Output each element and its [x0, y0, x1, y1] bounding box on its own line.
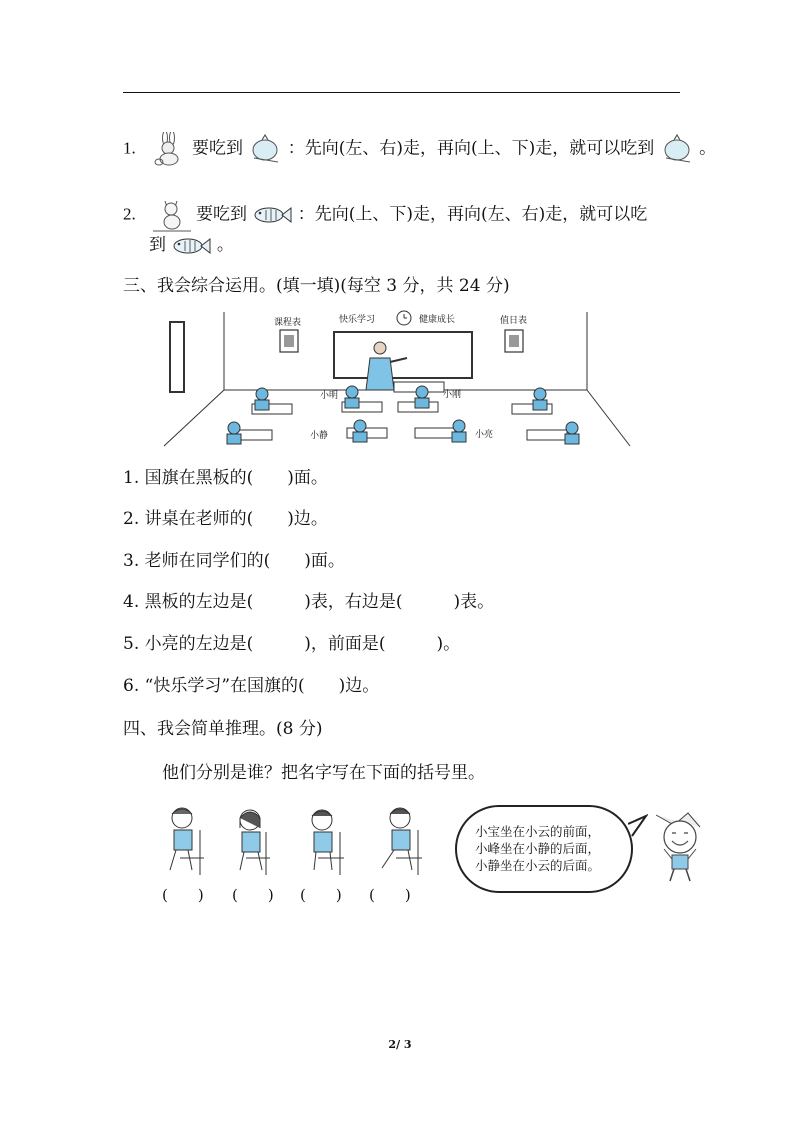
section-3-item: 4. 黑板的左边是( )表，右边是( )表。 [123, 592, 495, 612]
label-duty: 值日表 [500, 316, 528, 326]
fish-icon [252, 204, 292, 226]
section-3-item: 3. 老师在同学们的( )面。 [123, 551, 345, 571]
section-4-prompt: 他们分别是谁？把名字写在下面的括号里。 [162, 763, 485, 783]
radish-icon [660, 134, 694, 164]
label-happy: 快乐学习 [339, 315, 376, 325]
radish-icon [248, 134, 282, 164]
speech-bubble [455, 805, 633, 893]
label-schedule: 课程表 [274, 318, 302, 328]
rabbit-icon [153, 132, 187, 166]
section-3-item: 1. 国旗在黑板的( )面。 [123, 468, 328, 488]
question-2-cont: 到 。 [149, 235, 234, 255]
bubble-line: 小宝坐在小云的前面， [475, 824, 601, 839]
section-3-title: 三、我会综合运用。(填一填)(每空 3 分，共 24 分) [123, 276, 510, 296]
top-rule [123, 92, 680, 93]
section-3-item: 2. 讲桌在老师的( )边。 [123, 509, 328, 529]
section-3-item: 6. “快乐学习”在国旗的( )边。 [123, 676, 380, 696]
question-2: 2. 要吃到 ：先向(上、下)走，再向(左、右)走，就可以吃 [123, 197, 647, 233]
answer-blank[interactable]: ( ) [369, 886, 411, 904]
section-4-title: 四、我会简单推理。(8 分) [123, 719, 323, 739]
section-3-item: 5. 小亮的左边是( )，前面是( )。 [123, 634, 461, 654]
bubble-line: 小峰坐在小静的后面， [475, 841, 601, 856]
answer-blank[interactable]: ( ) [232, 886, 274, 904]
label-xiaogang: 小刚 [443, 390, 462, 400]
fish-icon [171, 235, 211, 257]
page-number: 2/ 3 [388, 1038, 412, 1051]
label-xiaojing: 小静 [310, 431, 329, 441]
answer-blank[interactable]: ( ) [300, 886, 342, 904]
label-xiaoming: 小明 [320, 391, 339, 401]
question-1: 1. 要吃到 ：先向(左、右)走，再向(上、下)走，就可以吃到 。 [123, 132, 716, 166]
cat-icon [153, 197, 191, 233]
classroom-illustration [162, 310, 632, 450]
seated-children-illustration [160, 800, 430, 885]
answer-blank[interactable]: ( ) [162, 886, 204, 904]
mascot-character-icon [648, 805, 718, 885]
label-xiaoliang: 小亮 [475, 430, 494, 440]
label-healthy: 健康成长 [419, 315, 456, 325]
bubble-line: 小静坐在小云的后面。 [475, 858, 601, 873]
bubble-tail [628, 812, 648, 842]
